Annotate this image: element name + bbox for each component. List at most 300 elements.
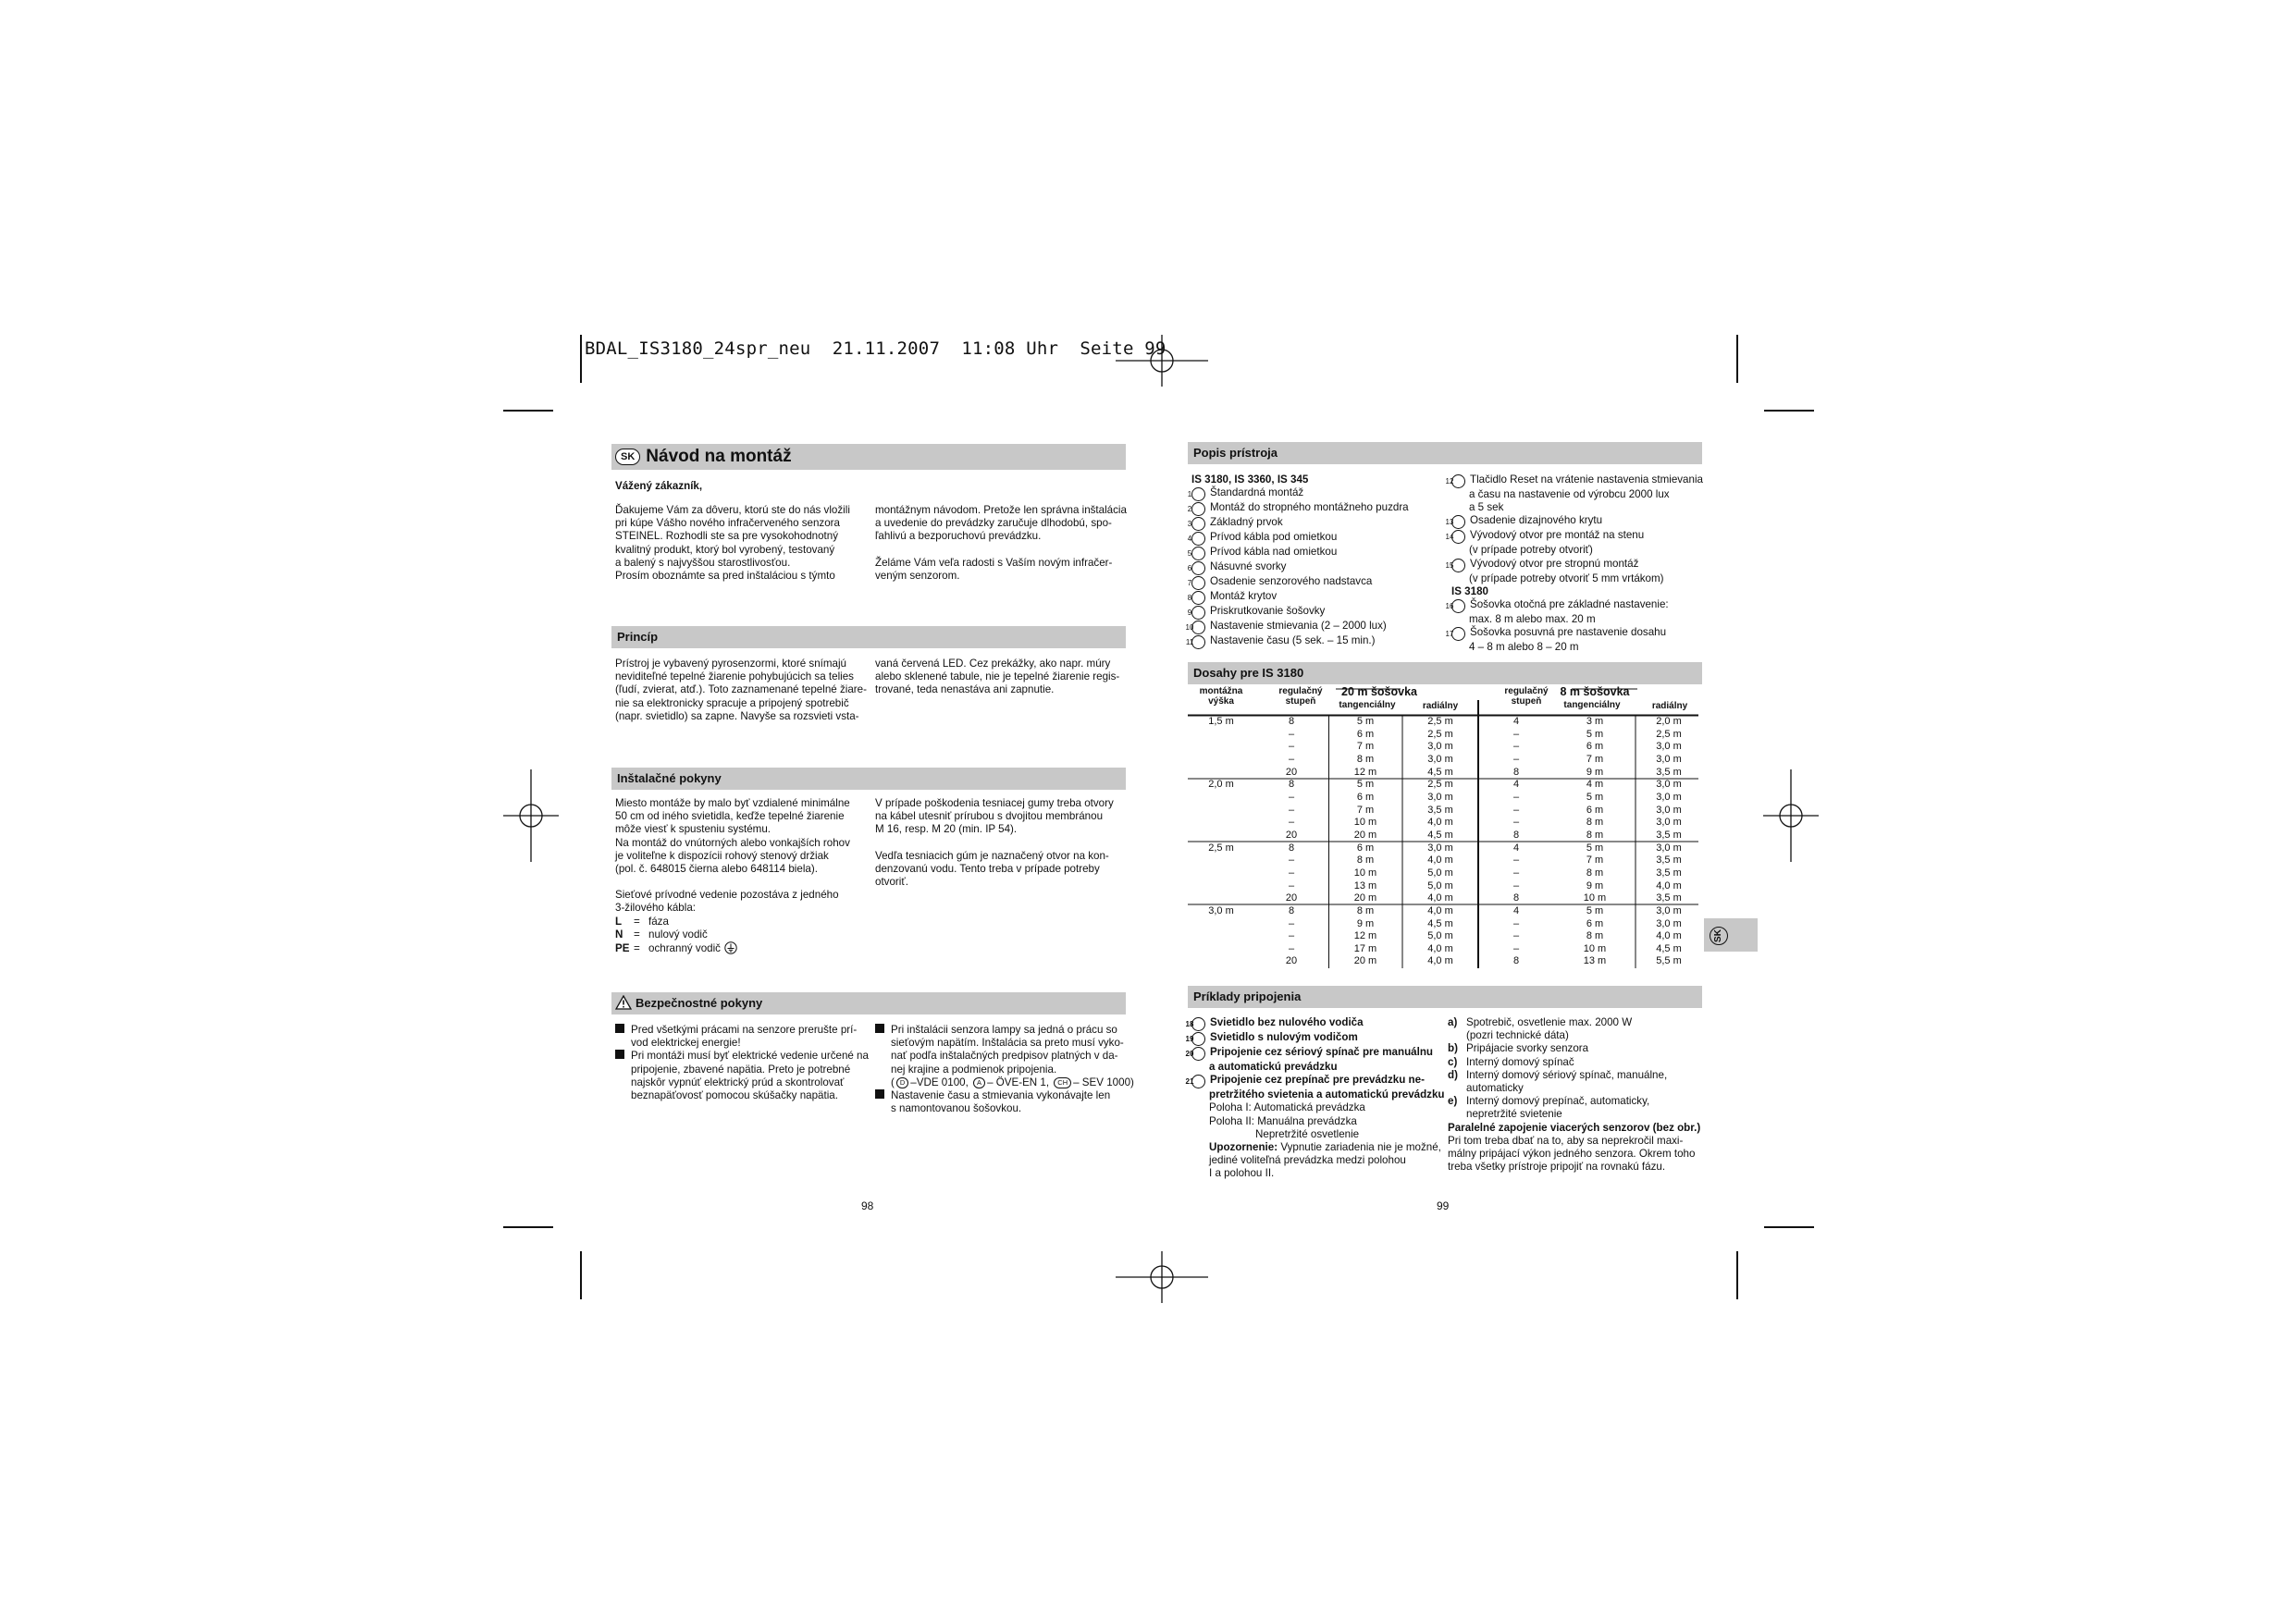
numbered-item [1187, 501, 1409, 516]
cell-height [1188, 729, 1254, 742]
table-cell: 2,5 m [1427, 728, 1453, 740]
cell-height: 2,5 m [1208, 842, 1234, 854]
numbered-item [1445, 626, 1703, 654]
table-cell: 4,0 m [1656, 879, 1682, 891]
item-text: Prívod kábla nad omietkou [1210, 546, 1338, 559]
table-cell: 3,0 m [1656, 804, 1682, 816]
parallel-line: málny pripájací výkon jedného senzora. Okrem toho [1448, 1148, 1696, 1161]
item-text: Vývodový otvor pre stropnú montáž [1470, 557, 1639, 570]
col-rad8: radiálny [1651, 701, 1688, 711]
desc-col2 [1445, 473, 1703, 654]
cell-height: 2,0 m [1208, 779, 1234, 791]
circled-number-icon: 18 [1191, 1017, 1205, 1031]
table-cell: 8 [1512, 766, 1520, 778]
table-cell: – [1512, 917, 1520, 929]
legend-text: (pozri technické dáta) [1466, 1029, 1569, 1042]
table-cell: 8 m [1586, 867, 1604, 879]
table-cell: – [1512, 753, 1520, 765]
legend-item [1448, 1069, 1700, 1095]
table-cell: 3,0 m [1656, 842, 1682, 854]
table-cell: 4 [1512, 779, 1520, 791]
wire-value: nulový vodič [648, 928, 708, 941]
wire-value: fáza [648, 915, 669, 928]
table-cell: 13 m [1583, 955, 1607, 967]
table-cell: 8 [1288, 904, 1295, 916]
table-cell: 4,0 m [1427, 855, 1453, 867]
numbered-item [1445, 598, 1703, 626]
table-cell: 8 [1512, 892, 1520, 904]
item-text: Základný prvok [1210, 516, 1283, 529]
circled-number-icon: 2 [1191, 502, 1205, 516]
model-heading: IS 3180, IS 3360, IS 345 [1191, 473, 1309, 486]
principle-line: nie sa elektronicky spracuje a pripojený spotrebič [615, 696, 849, 709]
install-line: M 16, resp. M 20 (min. IP 54). [875, 823, 1018, 836]
table-cell: – [1512, 817, 1520, 829]
table-cell: 20 [1285, 766, 1298, 778]
col-rad20: radiálny [1422, 701, 1459, 711]
intro-line: Prosím oboznámte sa pred inštaláciou s týmto [615, 570, 835, 583]
table-cell: 2,5 m [1427, 779, 1453, 791]
item-text: Pripojenie cez sériový spínač pre manuálnu [1210, 1046, 1433, 1058]
wire-row [615, 916, 850, 928]
table-cell: – [1512, 930, 1520, 942]
table-cell: 4,5 m [1427, 917, 1453, 929]
table-cell: 3,0 m [1656, 741, 1682, 753]
cell-height: 3,0 m [1208, 904, 1234, 916]
table-cell: 20 m [1353, 955, 1377, 967]
cell-height [1188, 880, 1254, 893]
examples-title-bar: Príklady pripojenia [1188, 986, 1702, 1008]
table-cell: – [1512, 855, 1520, 867]
country-mark-d: D [896, 1077, 908, 1088]
page-number-right: 99 [1437, 1199, 1450, 1212]
table-cell: 4,0 m [1427, 955, 1453, 967]
table-cell: – [1512, 867, 1520, 879]
numbered-item [1185, 1074, 1445, 1101]
table-row [1188, 955, 1702, 968]
numbered-item [1187, 575, 1409, 590]
circled-number-icon: 10 [1191, 621, 1205, 634]
table-row [1188, 905, 1702, 918]
main-title: Návod na montáž [646, 447, 792, 466]
wire-eq: = [634, 928, 640, 941]
table-cell: 17 m [1353, 942, 1377, 954]
install-line: 50 cm od iného svietidla, keďže tepelné žiarenie [615, 810, 845, 823]
cell-height [1188, 892, 1254, 905]
table-cell: 10 m [1583, 942, 1607, 954]
table-cell: 4,0 m [1427, 817, 1453, 829]
numbered-item [1187, 516, 1409, 531]
principle-line: alebo sklenené tabule, nie je tepelné žiarenie regis- [875, 670, 1120, 683]
table-cell: 8 m [1356, 855, 1375, 867]
table-cell: 4,5 m [1427, 829, 1453, 841]
desc-col1 [1185, 473, 1409, 649]
item-text: max. 8 m alebo max. 20 m [1469, 613, 1596, 626]
table-cell: 7 m [1586, 753, 1604, 765]
install-line: (pol. č. 648015 čierna alebo 648114 biela). [615, 863, 818, 876]
greeting: Vážený zákazník, [615, 480, 703, 492]
table-cell: 20 m [1353, 892, 1377, 904]
numbered-item [1445, 529, 1703, 557]
intro-line: ľahlivú a bezporuchovú prevádzku. [875, 530, 1042, 543]
side-language-tab [1704, 918, 1758, 952]
table-cell: 6 m [1586, 741, 1604, 753]
table-row [1188, 855, 1702, 867]
intro-line: STEINEL. Rozhodli ste sa pre vysokohodnotný [615, 530, 839, 543]
ground-icon [724, 941, 737, 954]
item-text: Nastavenie času (5 sek. – 15 min.) [1210, 634, 1376, 647]
cell-height [1188, 767, 1254, 780]
item-text: Svietidlo s nulovým vodičom [1210, 1031, 1358, 1043]
bullet-text: nej krajine a podmienok pripojenia. [891, 1063, 1057, 1076]
circled-number-icon: 20 [1191, 1047, 1205, 1061]
reach-title-bar: Dosahy pre IS 3180 [1188, 662, 1702, 684]
intro-col2 [875, 504, 1127, 583]
cell-height [1188, 943, 1254, 956]
standard-a: – ÖVE-EN 1, [987, 1076, 1053, 1088]
wire-key: N [615, 928, 623, 941]
table-cell: 5,0 m [1427, 867, 1453, 879]
table-row [1188, 867, 1702, 880]
col-tang8: tangenciálny [1563, 700, 1621, 710]
table-cell: 3,0 m [1656, 753, 1682, 765]
install-line: Vedľa tesniacich gúm je naznačený otvor na kon- [875, 849, 1109, 862]
numbered-item [1187, 560, 1409, 575]
table-cell: 4,0 m [1427, 904, 1453, 916]
table-cell: 3,0 m [1427, 842, 1453, 854]
table-cell: 4,0 m [1427, 892, 1453, 904]
table-cell: 3,5 m [1656, 867, 1682, 879]
table-cell: – [1512, 741, 1520, 753]
circled-number-icon: 13 [1451, 515, 1465, 529]
registration-mark-bottom [1116, 1251, 1208, 1303]
legend-key: b) [1448, 1042, 1458, 1055]
cell-height [1188, 955, 1254, 968]
circled-number-icon: 11 [1191, 635, 1205, 649]
country-mark-ch: CH [1054, 1077, 1071, 1088]
table-cell: – [1512, 942, 1520, 954]
wire-eq: = [634, 942, 640, 955]
bullet-item [875, 1089, 1134, 1115]
cell-height [1188, 867, 1254, 880]
safety-title-bar [611, 992, 1126, 1014]
intro-line: Želáme Vám veľa radosti s Vaším novým infračer- [875, 556, 1113, 569]
table-cell: 4,0 m [1656, 930, 1682, 942]
install-line: V prípade poškodenia tesniacej gumy treba otvory [875, 797, 1114, 809]
install-line: Sieťové prívodné vedenie pozostáva z jedného [615, 889, 839, 902]
table-row [1188, 918, 1702, 931]
circled-number-icon: 5 [1191, 547, 1205, 560]
table-cell: 3,5 m [1656, 766, 1682, 778]
item-text: Štandardná montáž [1210, 486, 1304, 499]
table-cell: 9 m [1356, 917, 1375, 929]
bullet-text: Pri montáži musí byť elektrické vedenie určené na [631, 1050, 869, 1063]
bullet-text: Nastavenie času a stmievania vykonávajte len [891, 1089, 1111, 1102]
principle-line: (napr. svietidlo) sa zapne. Navyše sa rozsvieti vsta- [615, 709, 859, 722]
table-cell: 8 m [1356, 753, 1375, 765]
table-cell: 4 [1512, 904, 1520, 916]
circled-number-icon: 9 [1191, 606, 1205, 620]
circled-number-icon: 1 [1191, 487, 1205, 501]
install-line: na kábel utesniť prírubou s dvojitou membránou [875, 810, 1104, 823]
table-cell: 3,0 m [1427, 741, 1453, 753]
bullet-text: najskôr vypnúť elektrický prúd a skontrolovať [631, 1076, 845, 1088]
examples-col2 [1448, 1016, 1700, 1174]
table-cell: – [1288, 855, 1295, 867]
table-cell: 5 m [1586, 842, 1604, 854]
bullet-text: vod elektrickej energie! [631, 1037, 741, 1050]
bullet-text: Pri inštalácii senzora lampy sa jedná o prácu so [891, 1024, 1117, 1036]
principle-line: vaná červená LED. Cez prekážky, ako napr. múry [875, 658, 1111, 670]
table-cell: 2,5 m [1656, 728, 1682, 740]
numbered-item [1187, 546, 1409, 560]
table-cell: – [1512, 879, 1520, 891]
warning-line-3: I a polohou II. [1209, 1167, 1275, 1180]
install-line: Na montáž do vnútorných alebo vonkajších rohov [615, 836, 850, 849]
item-text: Násuvné svorky [1210, 560, 1287, 573]
table-cell: 3,0 m [1656, 779, 1682, 791]
principle-col2 [875, 658, 1119, 697]
table-cell: 8 m [1586, 829, 1604, 841]
cell-height [1188, 830, 1254, 842]
position-line: Nepretržité osvetlenie [1255, 1127, 1360, 1140]
bullet-item [615, 1024, 869, 1050]
item-text: Svietidlo bez nulového vodiča [1210, 1016, 1364, 1028]
table-cell: 6 m [1356, 728, 1375, 740]
item-text: Prívod kábla pod omietkou [1210, 531, 1338, 544]
table-cell: – [1288, 741, 1295, 753]
numbered-item [1185, 1016, 1445, 1031]
principle-line: trované, teda nenastáva ani zapnutie. [875, 683, 1055, 696]
table-cell: 13 m [1353, 879, 1377, 891]
table-cell: 8 [1512, 955, 1520, 967]
col-step20-l2: stupeň [1285, 696, 1316, 707]
circled-number-icon: 6 [1191, 561, 1205, 575]
table-cell: 20 m [1353, 829, 1377, 841]
numbered-item [1187, 590, 1409, 605]
table-cell: 2,5 m [1427, 716, 1453, 727]
table-cell: – [1288, 917, 1295, 929]
circled-number-icon: 17 [1451, 627, 1465, 641]
item-text: Osadenie dizajnového krytu [1470, 514, 1603, 527]
warning-icon [615, 995, 632, 1010]
table-cell: 10 m [1353, 867, 1377, 879]
table-cell: – [1288, 817, 1295, 829]
circled-number-icon: 8 [1191, 591, 1205, 605]
table-cell: 6 m [1356, 842, 1375, 854]
table-row [1188, 830, 1702, 842]
table-row [1188, 741, 1702, 754]
principle-line: neviditeľné tepelné žiarenie pohybujúcich sa telies [615, 670, 854, 683]
bullet-text: pripojenie, zbavené napätia. Preto je potrebné [631, 1063, 851, 1076]
side-tab-label: SK [1713, 929, 1723, 942]
principle-title-bar: Princíp [611, 626, 1126, 648]
table-cell: 2,0 m [1656, 716, 1682, 727]
wire-key: PE [615, 942, 630, 955]
bullet-icon [615, 1050, 624, 1059]
item-text: Šošovka posuvná pre nastavenie dosahu [1470, 626, 1667, 639]
table-cell: 10 m [1583, 892, 1607, 904]
cell-height [1188, 817, 1254, 830]
numbered-item [1445, 514, 1703, 529]
table-row [1188, 716, 1702, 729]
circled-number-icon: 15 [1451, 559, 1465, 572]
bullet-text: sieťovým napätím. Inštalácia sa preto musí vyko- [891, 1037, 1124, 1050]
table-row [1188, 754, 1702, 767]
safety-title: Bezpečnostné pokyny [636, 996, 763, 1010]
legend-item [1448, 1056, 1700, 1069]
bullet-text: nať podľa inštalačných predpisov platných v da- [891, 1050, 1118, 1063]
install-line: 3-žilového kábla: [615, 902, 697, 915]
circled-number-icon: 19 [1191, 1032, 1205, 1046]
table-cell: 5 m [1586, 728, 1604, 740]
table-cell: 8 m [1356, 904, 1375, 916]
wire-row [615, 941, 850, 955]
bullet-text: Pred všetkými prácami na senzore prerušte prí- [631, 1024, 858, 1036]
intro-line: a balený s najvyššou starostlivosťou. [615, 556, 791, 569]
table-cell: 9 m [1586, 766, 1604, 778]
intro-line: pri kúpe Vášho nového infračerveného senzora [615, 517, 840, 530]
table-cell: 3,0 m [1656, 791, 1682, 803]
legend-text: Interný domový spínač [1466, 1055, 1574, 1068]
item-text: a času na nastavenie od výrobcu 2000 lux [1469, 488, 1670, 500]
numbered-item [1185, 1046, 1445, 1074]
legend-key: d) [1448, 1068, 1458, 1081]
cell-height [1188, 805, 1254, 818]
standards-line [875, 1076, 1134, 1089]
table-row [1188, 792, 1702, 805]
warning-label: Upozornenie: [1209, 1141, 1278, 1154]
legend-item [1448, 1095, 1700, 1121]
registration-mark-right [1763, 769, 1819, 862]
table-cell: 10 m [1353, 817, 1377, 829]
legend-text: Pripájacie svorky senzora [1466, 1042, 1589, 1055]
wire-row [615, 928, 850, 941]
item-text: Tlačidlo Reset na vrátenie nastavenia stmievania [1470, 473, 1703, 486]
legend-text: Interný domový prepínač, automaticky, [1466, 1095, 1650, 1108]
examples-col1 [1185, 1016, 1445, 1181]
circled-number-icon: 14 [1451, 530, 1465, 544]
item-text: Nastavenie stmievania (2 – 2000 lux) [1210, 620, 1387, 633]
table-cell: 8 [1288, 779, 1295, 791]
table-cell: 20 [1285, 955, 1298, 967]
desc-title-bar: Popis prístroja [1188, 442, 1702, 464]
table-cell: 5 m [1356, 716, 1375, 727]
bullet-icon [615, 1024, 624, 1033]
table-cell: 5,0 m [1427, 930, 1453, 942]
item-text: (v prípade potreby otvoriť 5 mm vrtákom) [1469, 572, 1664, 584]
wire-key: L [615, 915, 623, 928]
col-step8-l2: stupeň [1511, 696, 1542, 707]
circled-number-icon: 16 [1451, 599, 1465, 613]
table-cell: 3,0 m [1427, 753, 1453, 765]
intro-col1 [615, 504, 850, 583]
table-cell: 4 [1512, 716, 1520, 727]
table-cell: 5 m [1586, 791, 1604, 803]
circled-number-icon: 7 [1191, 576, 1205, 590]
table-cell: 20 [1285, 892, 1298, 904]
parallel-title: Paralelné zapojenie viacerých senzorov (bez obr.) [1448, 1121, 1701, 1134]
table-row [1188, 805, 1702, 818]
table-cell: 3,5 m [1656, 892, 1682, 904]
table-cell: 6 m [1586, 804, 1604, 816]
intro-line: a uvedenie do prevádzky zaručuje dlhodobú, spo- [875, 517, 1112, 530]
table-cell: 8 m [1586, 930, 1604, 942]
parallel-line: Pri tom treba dbať na to, aby sa neprekročil maxi- [1448, 1134, 1684, 1147]
table-row [1188, 930, 1702, 943]
warning-line-2: jediné voliteľná prevádzka medzi polohou [1209, 1154, 1406, 1167]
table-cell: 3,0 m [1656, 817, 1682, 829]
install-line: denzovanú vodu. Tento treba v prípade potreby [875, 862, 1100, 875]
table-cell: 3,5 m [1656, 829, 1682, 841]
warning-line-1: Vypnutie zariadenia nie je možné, [1280, 1141, 1441, 1154]
standard-d: –VDE 0100, [910, 1076, 972, 1088]
numbered-item [1187, 605, 1409, 620]
position-line: Poloha I: Automatická prevádzka [1209, 1101, 1365, 1114]
table-cell: 3,5 m [1427, 804, 1453, 816]
cell-height [1188, 754, 1254, 767]
col-tang20: tangenciálny [1339, 700, 1396, 710]
table-cell: – [1288, 804, 1295, 816]
table-cell: 7 m [1586, 855, 1604, 867]
table-cell: 8 [1288, 716, 1295, 727]
install-line: otvoriť. [875, 876, 908, 889]
table-cell: 8 [1512, 829, 1520, 841]
intro-line: montážnym návodom. Pretože len správna inštalácia [875, 504, 1127, 516]
numbered-item [1187, 486, 1409, 501]
reach-table [1188, 716, 1702, 968]
numbered-item [1185, 1031, 1445, 1046]
table-cell: – [1288, 930, 1295, 942]
circled-number-icon: 12 [1451, 474, 1465, 488]
table-cell: – [1288, 879, 1295, 891]
numbered-item [1187, 531, 1409, 546]
position-line: Poloha II: Manuálna prevádzka [1209, 1114, 1357, 1127]
legend-text: nepretržité svietenie [1466, 1108, 1562, 1121]
intro-line: veným senzorom. [875, 569, 960, 582]
table-cell: 5 m [1586, 904, 1604, 916]
table-cell: 12 m [1353, 930, 1377, 942]
numbered-item [1445, 557, 1703, 585]
item-text: Pripojenie cez prepínač pre prevádzku ne- [1210, 1074, 1425, 1087]
cell-height [1188, 930, 1254, 943]
item-text: Montáž krytov [1210, 590, 1278, 603]
cell-height [1188, 792, 1254, 805]
table-cell: 7 m [1356, 741, 1375, 753]
legend-key: a) [1448, 1016, 1458, 1028]
is3180-heading: IS 3180 [1451, 584, 1488, 597]
col-height-l1: montážna [1199, 686, 1243, 696]
col-step20-l1: regulačný [1278, 686, 1323, 696]
legend-item [1448, 1042, 1700, 1055]
install-title-bar: Inštalačné pokyny [611, 768, 1126, 790]
table-cell: – [1288, 942, 1295, 954]
intro-line: Ďakujeme Vám za dôveru, ktorú ste do nás vložili [615, 504, 850, 516]
table-row [1188, 817, 1702, 830]
legend-item [1448, 1016, 1700, 1042]
table-cell: 4 [1512, 842, 1520, 854]
registration-mark-left [503, 769, 559, 862]
table-row [1188, 880, 1702, 893]
item-text: (v prípade potreby otvoriť) [1469, 544, 1593, 557]
bullet-icon [875, 1089, 884, 1099]
standard-ch: – SEV 1000) [1073, 1076, 1134, 1088]
numbered-item [1185, 620, 1409, 634]
bullet-item [875, 1024, 1134, 1076]
safety-col2 [875, 1024, 1134, 1115]
install-line: je voliteľne k dispozícii rohový stenový držiak [615, 849, 829, 862]
safety-col1 [615, 1024, 869, 1102]
